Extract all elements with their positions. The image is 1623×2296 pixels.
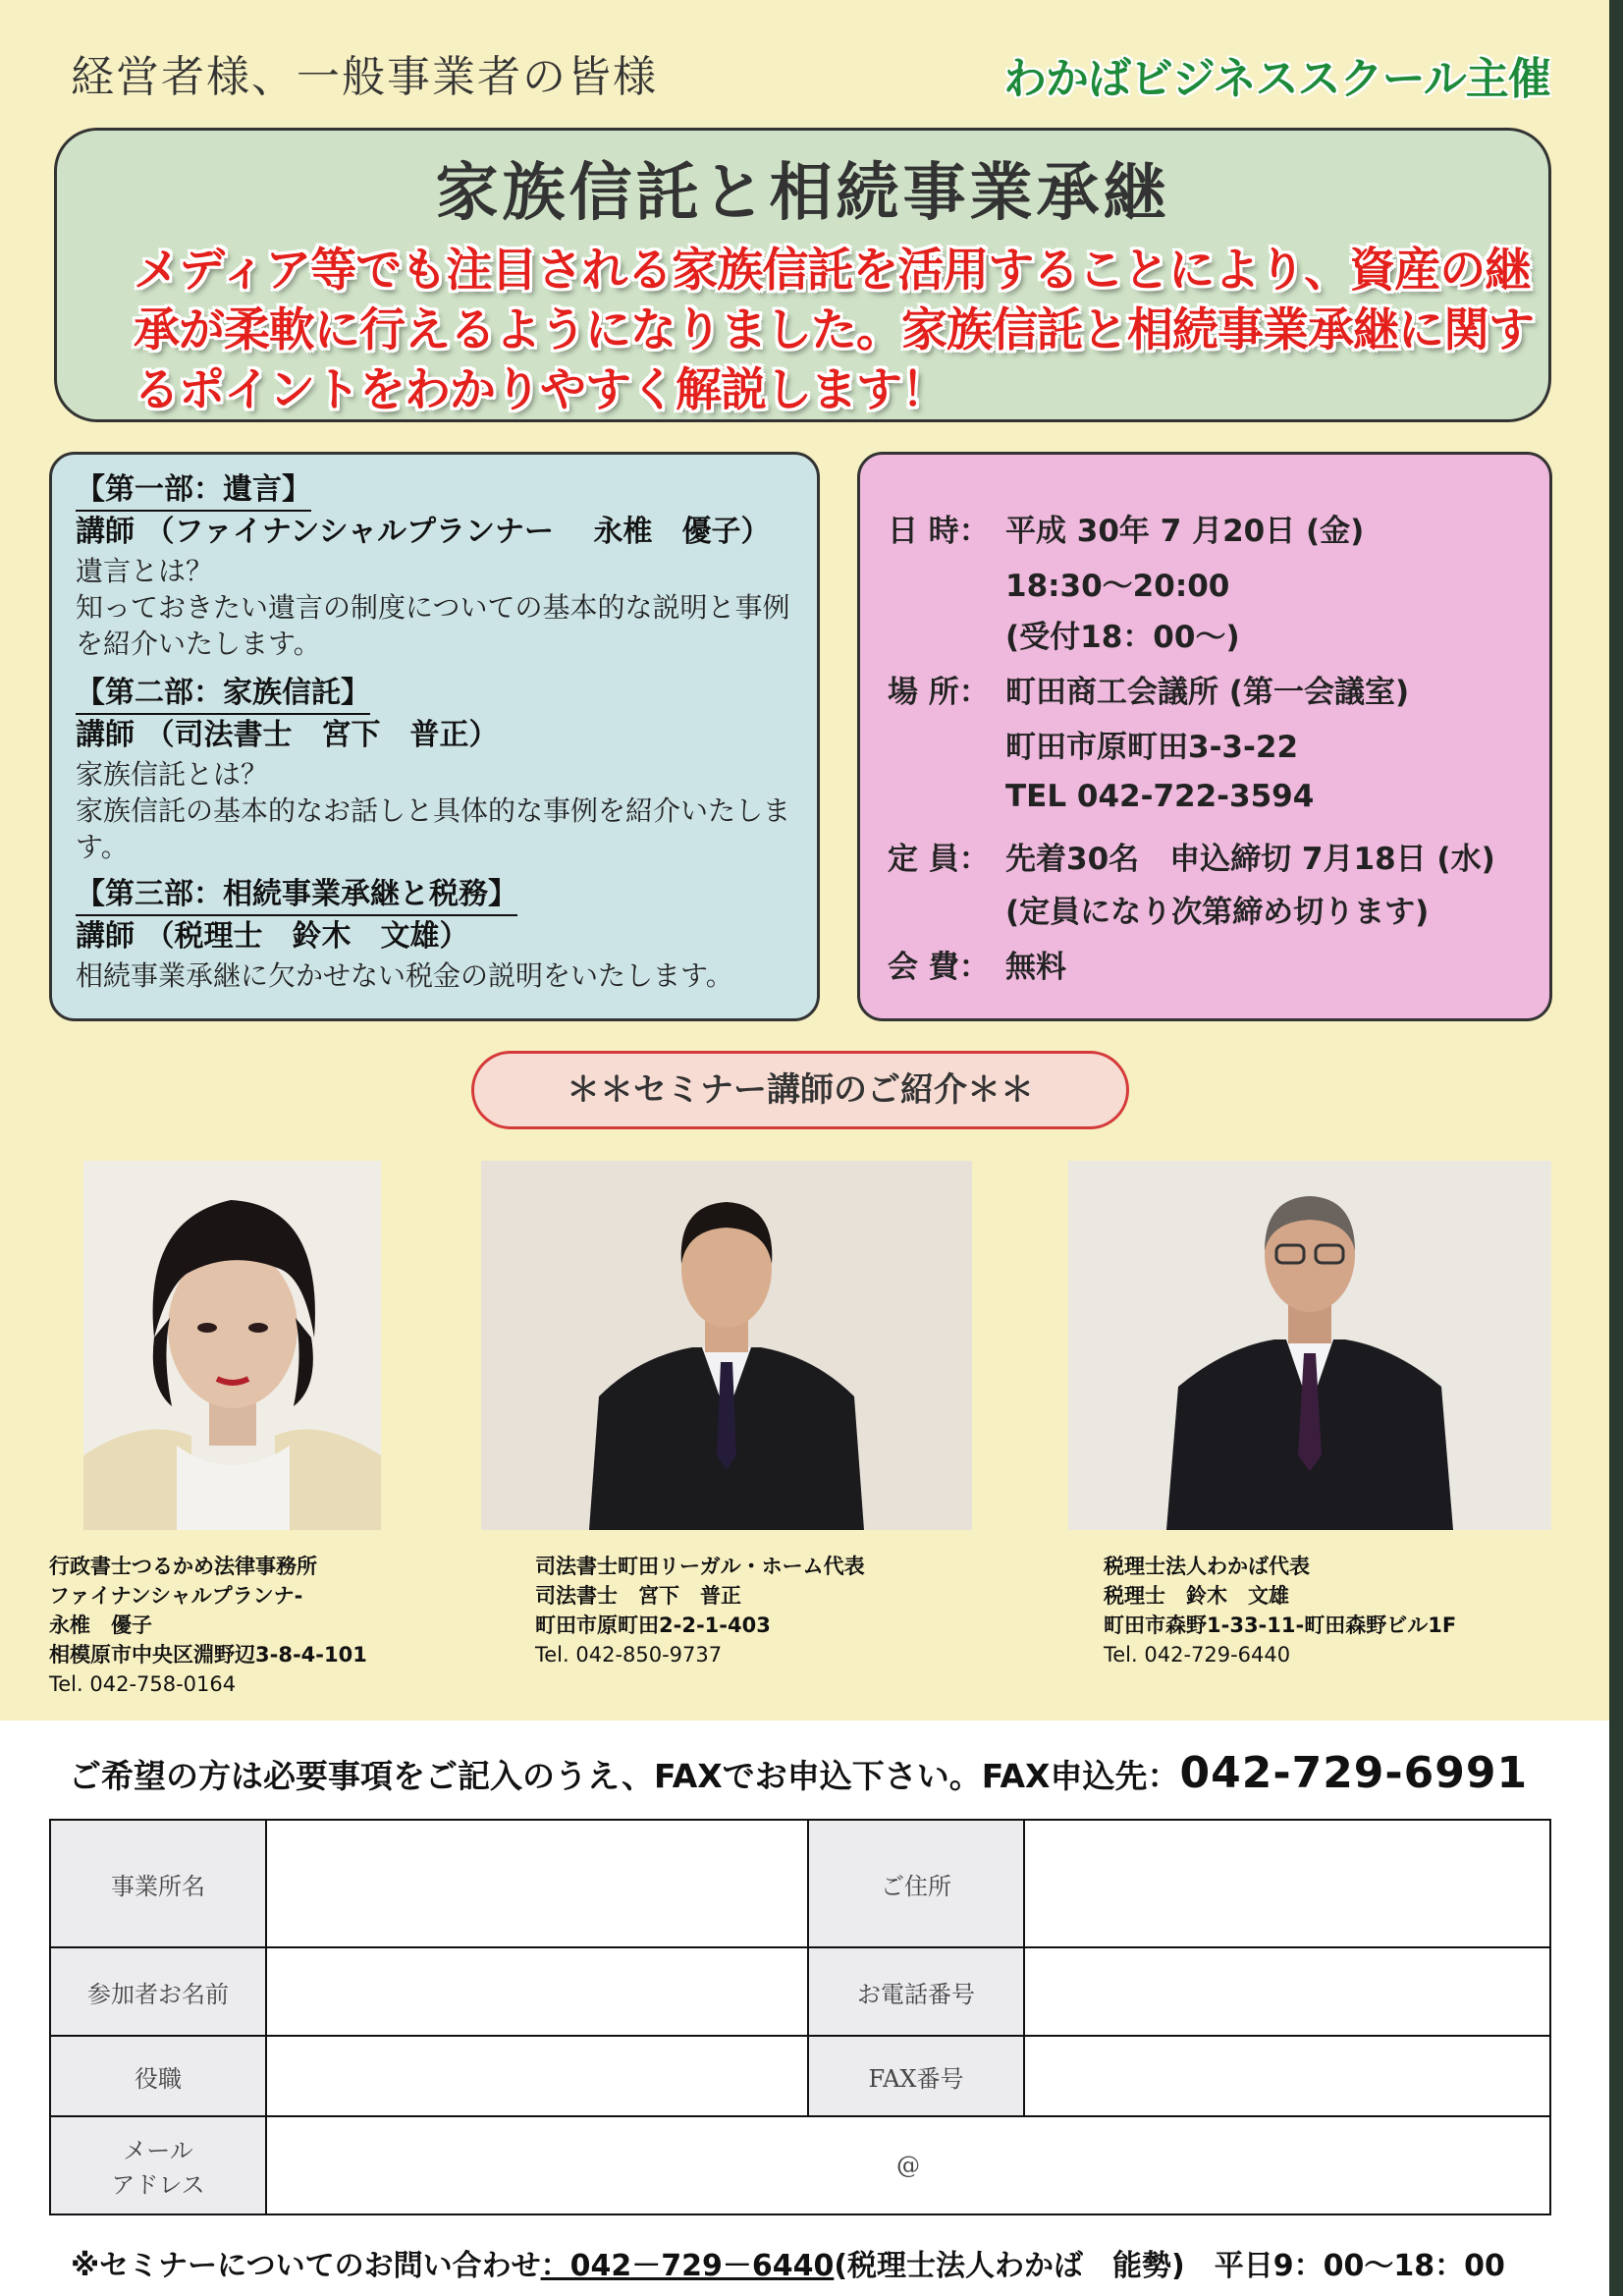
part-title: 【第三部：相続事業承継と税務】 — [76, 875, 517, 916]
instructor-photo-1 — [83, 1161, 381, 1530]
fax-label: FAX番号 — [808, 2036, 1024, 2116]
organizer-label: わかばビジネススクール主催 — [1003, 54, 1550, 104]
email-label — [50, 2116, 266, 2214]
fax-number: 042-729-6991 — [1179, 1748, 1529, 1798]
instructor-tel: Tel. 042-850-9737 — [535, 1643, 723, 1667]
instructor-caption-1 — [49, 1552, 367, 1699]
address-field[interactable] — [1024, 1820, 1550, 1947]
title-panel — [54, 128, 1551, 422]
instructor-tel: Tel. 042-729-6440 — [1104, 1643, 1291, 1667]
seminar-title: 家族信託と相続事業承継 — [435, 157, 1170, 230]
apply-text: ご希望の方は必要事項をご記入のうえ、FAXでお申込下さい。FAX申込先： — [69, 1757, 1180, 1795]
fee-label: 会 費： — [888, 950, 990, 985]
part-description: 遺言とは？ 知っておきたい遺言の制度についての基本的な説明と事例を紹介いたします。 — [76, 555, 790, 660]
capacity-note: (定員になり次第締め切ります) — [1005, 895, 1430, 930]
instructor-role: 司法書士 宮下 普正 — [535, 1584, 741, 1608]
company-label: 事業所名 — [50, 1820, 266, 1947]
instructor-office: 税理士法人わかば代表 — [1104, 1555, 1310, 1578]
part-title: 【第二部：家族信託】 — [76, 674, 370, 715]
place-label: 場 所： — [888, 675, 990, 710]
date-label: 日 時： — [888, 514, 990, 549]
contact-suffix: (税理士法人わかば 能勢) 平日9：00～18：00 — [834, 2249, 1505, 2283]
instructor-office: 行政書士つるかめ法律事務所 — [49, 1555, 317, 1578]
fee-value: 無料 — [1005, 950, 1066, 985]
instructor-role: ファイナンシャルプランナ- — [49, 1584, 303, 1608]
email-field[interactable] — [266, 2116, 1550, 2214]
event-info-panel — [857, 452, 1552, 1021]
position-label: 役職 — [50, 2036, 266, 2116]
at-sign: @ — [896, 2152, 920, 2179]
application-form — [49, 1819, 1551, 2215]
scan-edge-strip — [1609, 0, 1623, 2296]
email-label-line-2: アドレス — [111, 2171, 205, 2199]
fax-field[interactable] — [1024, 2036, 1550, 2116]
program-panel — [49, 452, 820, 1021]
lecturer-line: 講師 （司法書士 宮下 普正） — [76, 718, 499, 752]
lecturer-line: 講師 （ファイナンシャルプランナー 永椎 優子） — [76, 515, 771, 549]
part-title: 【第一部：遺言】 — [76, 470, 311, 512]
phone-field[interactable] — [1024, 1947, 1550, 2036]
reception-time: (受付18：00～) — [1005, 620, 1240, 655]
lecturer-line: 講師 （税理士 鈴木 文雄） — [76, 919, 469, 954]
apply-instructions — [69, 1748, 1528, 1798]
position-field[interactable] — [266, 2036, 808, 2116]
instructor-caption-3 — [1104, 1552, 1456, 1669]
audience-heading: 経営者様、一般事業者の皆様 — [71, 52, 658, 102]
place-address: 町田市原町田3-3-22 — [1005, 730, 1299, 765]
instructor-address: 相模原市中央区淵野辺3-8-4-101 — [49, 1643, 367, 1667]
instructor-intro-heading: ＊＊セミナー講師のご紹介＊＊ — [471, 1051, 1129, 1129]
contact-prefix: ※セミナーについてのお問い合わせ — [71, 2249, 541, 2283]
part-description: 相続事業承継に欠かせない税金の説明をいたします。 — [76, 959, 733, 992]
instructor-address: 町田市原町田2-2-1-403 — [535, 1613, 771, 1637]
instructor-photo-3 — [1068, 1161, 1551, 1530]
contact-phone: ：042－729－6440 — [540, 2249, 835, 2283]
instructor-office: 司法書士町田リーガル・ホーム代表 — [535, 1555, 865, 1578]
capacity-value: 先着30名 申込締切 7月18日 (水) — [1005, 842, 1495, 877]
program-part-1 — [76, 468, 795, 662]
place-tel: TEL 042-722-3594 — [1005, 779, 1315, 814]
lead-text: メディア等でも注目される家族信託を活用することにより、資産の継承が柔軟に行えるようになりました。家族信託と相続事業承継に関するポイントをわかりやすく解説します！ — [134, 244, 1534, 417]
address-label: ご住所 — [808, 1820, 1024, 1947]
email-label-line-1: メール — [123, 2137, 193, 2164]
event-date: 平成 30年 7 月20日 (金) — [1005, 514, 1365, 549]
participant-field[interactable] — [266, 1947, 808, 2036]
capacity-label: 定 員： — [888, 842, 990, 877]
instructor-address: 町田市森野1-33-11-町田森野ビル1F — [1104, 1613, 1457, 1637]
event-place: 町田商工会議所 (第一会議室) — [1005, 675, 1410, 710]
event-time: 18:30～20:00 — [1005, 569, 1230, 604]
participant-label: 参加者お名前 — [50, 1947, 266, 2036]
program-part-2 — [76, 672, 795, 865]
instructor-caption-2 — [535, 1552, 865, 1669]
phone-label: お電話番号 — [808, 1947, 1024, 2036]
contact-line — [71, 2241, 1505, 2284]
instructor-role: 税理士 鈴木 文雄 — [1104, 1584, 1289, 1608]
instructor-photo-2 — [481, 1161, 972, 1530]
instructor-name: 永椎 優子 — [49, 1613, 152, 1637]
program-part-3 — [76, 873, 795, 994]
part-description: 家族信託とは？ 家族信託の基本的なお話しと具体的な事例を紹介いたします。 — [76, 758, 791, 863]
company-field[interactable] — [266, 1820, 808, 1947]
instructor-tel: Tel. 042-758-0164 — [49, 1672, 237, 1696]
